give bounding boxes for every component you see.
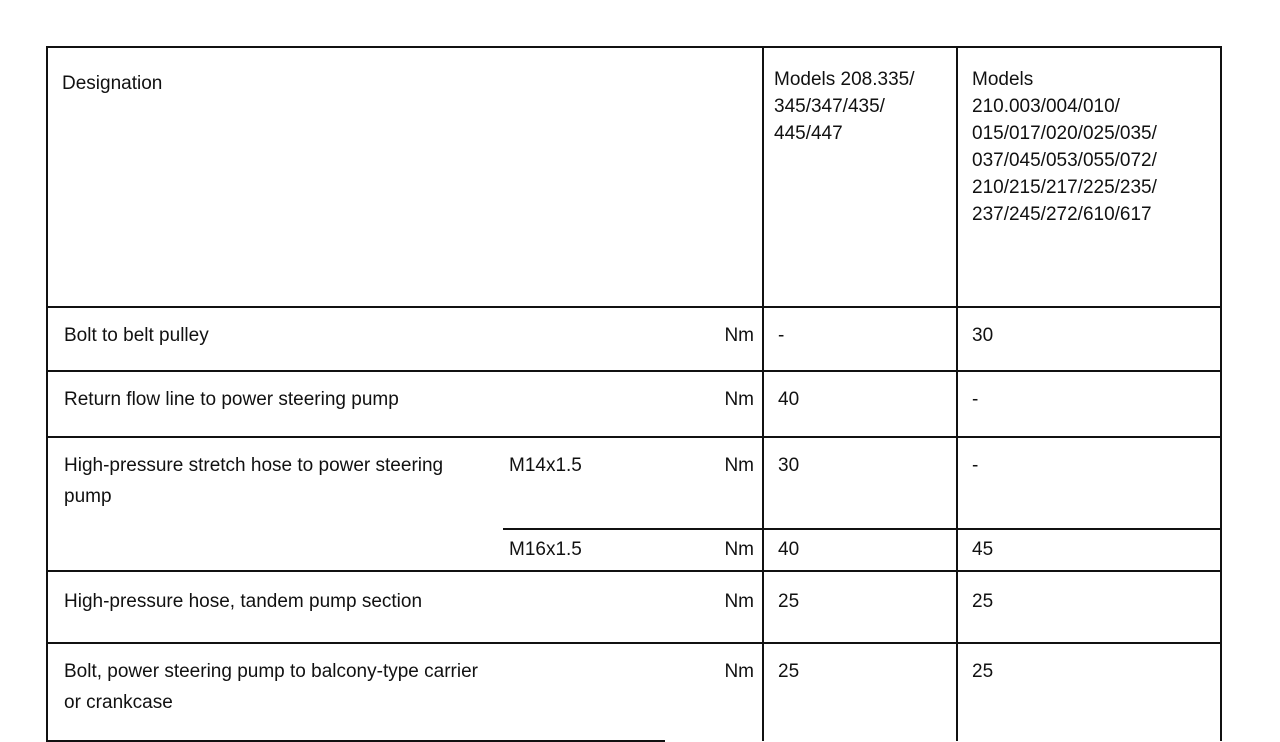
row-designation-text: Bolt, power steering pump to balcony-type carrier or crankcase xyxy=(64,661,478,713)
row-unit: Nm xyxy=(665,307,763,371)
row-thread: M16x1.5 xyxy=(503,529,665,571)
row-thread: M14x1.5 xyxy=(503,437,665,529)
row-designation xyxy=(47,643,665,741)
row-unit: Nm xyxy=(665,529,763,571)
row-designation-text: High-pressure stretch hose to power steering pump xyxy=(64,455,444,507)
row-designation: Return flow line to power steering pump xyxy=(47,371,665,437)
row-value-group-2: 25 xyxy=(957,571,1221,643)
row-value-group-2: 30 xyxy=(957,307,1221,371)
row-value-group-1: 25 xyxy=(763,571,957,643)
row-unit: Nm xyxy=(665,371,763,437)
row-value-group-2: - xyxy=(957,437,1221,529)
row-designation: High-pressure hose, tandem pump section xyxy=(47,571,665,643)
header-model-group-1: Models 208.335/ 345/347/435/ 445/447 xyxy=(763,47,957,307)
table-header-row xyxy=(47,47,1221,307)
row-value-group-1: - xyxy=(763,307,957,371)
table-row xyxy=(47,643,1221,741)
table-row xyxy=(47,571,1221,643)
row-value-group-2: - xyxy=(957,371,1221,437)
row-unit: Nm xyxy=(665,571,763,643)
row-value-group-2: 25 xyxy=(957,643,1221,741)
row-unit: Nm xyxy=(665,643,763,741)
row-value-group-2: 45 xyxy=(957,529,1221,571)
row-unit: Nm xyxy=(665,437,763,529)
torque-spec-table xyxy=(46,46,1222,742)
header-model-group-2: Models 210.003/004/010/ 015/017/020/025/035/ 037/045/053/055/072/ 210/215/217/225/235/ 237/245/272/610/617 xyxy=(957,47,1221,307)
row-value-group-1: 25 xyxy=(763,643,957,741)
table-row xyxy=(47,371,1221,437)
row-value-group-1: 30 xyxy=(763,437,957,529)
row-value-group-1: 40 xyxy=(763,529,957,571)
row-value-group-1: 40 xyxy=(763,371,957,437)
row-designation xyxy=(47,437,503,571)
table-row xyxy=(47,307,1221,371)
table-row xyxy=(47,437,1221,529)
row-designation: Bolt to belt pulley xyxy=(47,307,665,371)
header-designation: Designation xyxy=(47,47,763,307)
